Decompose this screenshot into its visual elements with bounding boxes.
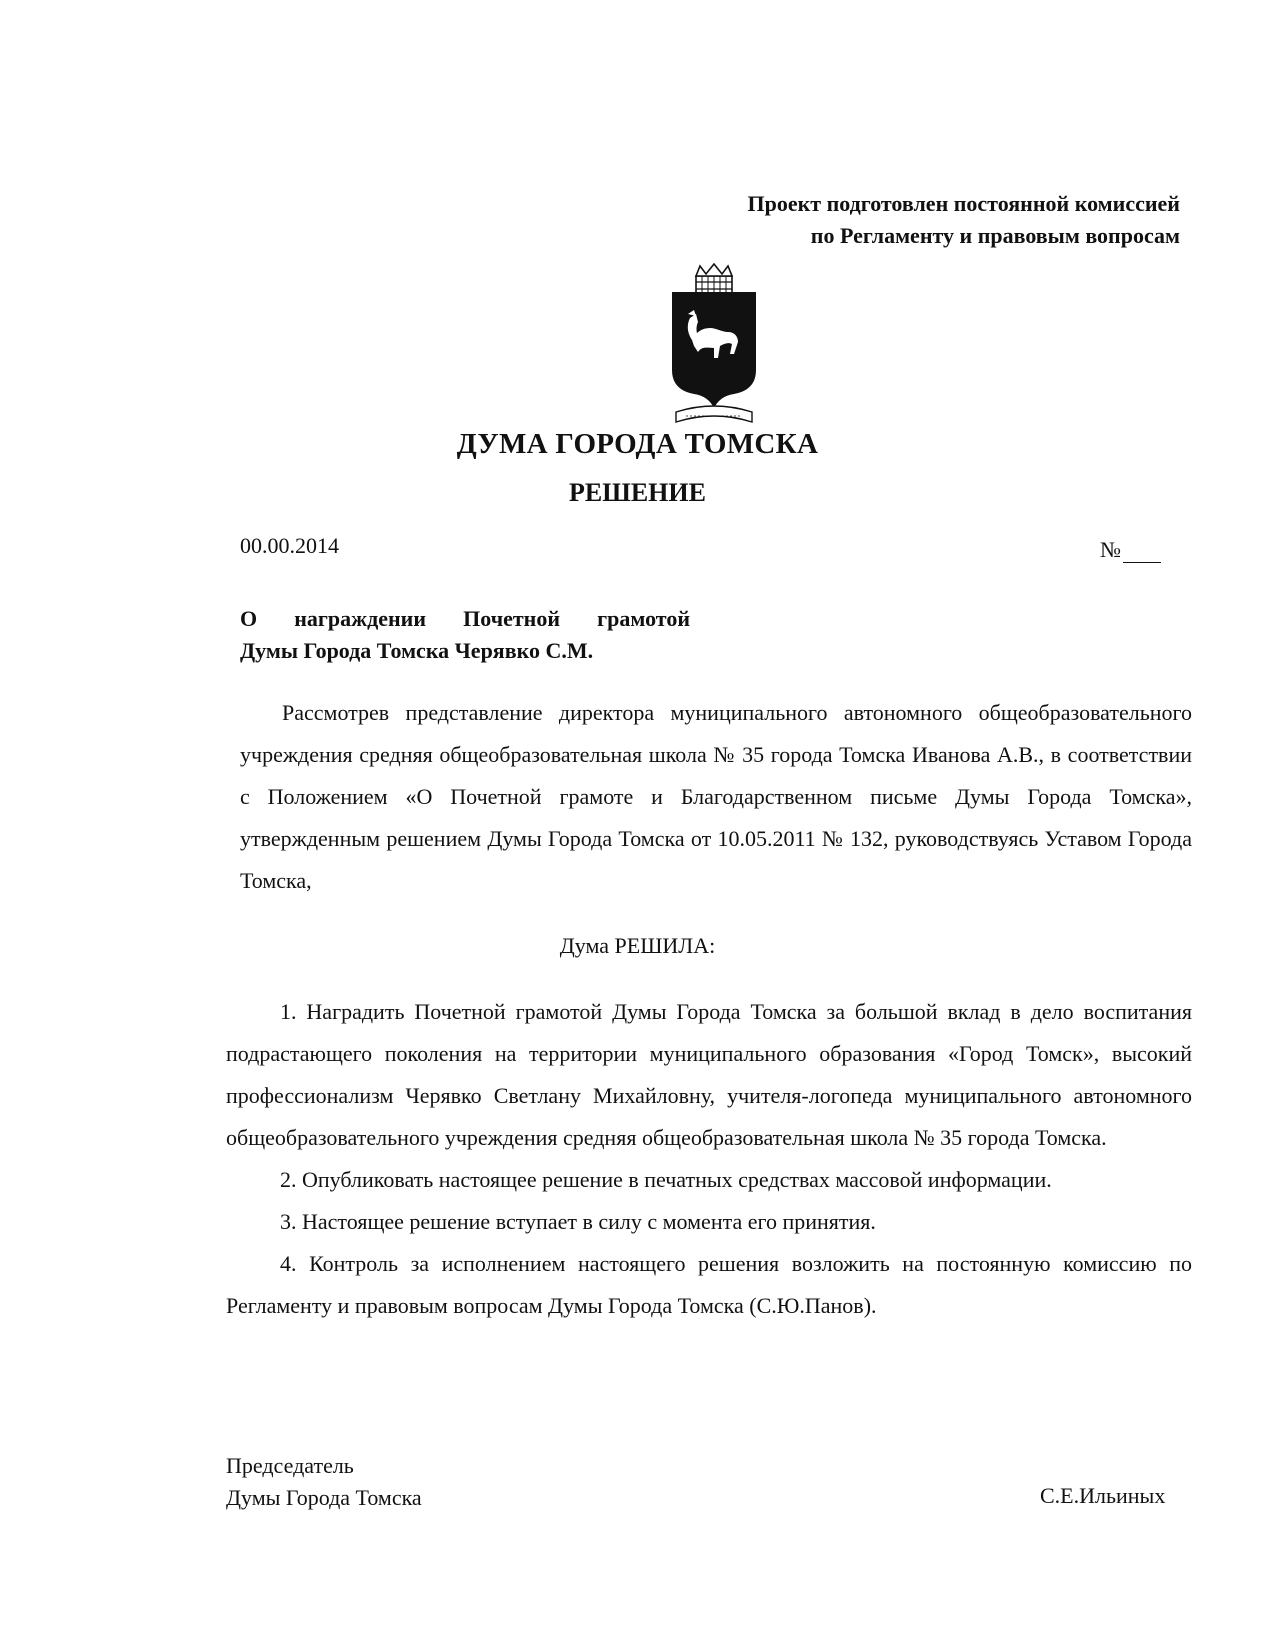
number-blank <box>1123 544 1161 563</box>
document-subject <box>240 603 690 667</box>
document-type: РЕШЕНИЕ <box>569 478 706 507</box>
decision-items <box>226 991 1192 1327</box>
decision-item: 1. Наградить Почетной грамотой Думы Города Томска за большой вклад в дело воспитания подрастающего поколения на территории муниципального образования «Город Томск», высокий профессионализм Черявко Светлану Михайловну, учителя-логопеда муниципального автономного общеобразовательного учреждения средняя общеобразовательная школа № 35 города Томска. <box>226 999 1192 1150</box>
prepared-by-note <box>747 188 1180 252</box>
coat-of-arms-icon <box>672 262 797 442</box>
decision-item: 4. Контроль за исполнением настоящего решения возложить на постоянную комиссию по Регламенту и правовым вопросам Думы Города Томска (С.Ю.Панов). <box>226 1251 1192 1318</box>
verdict-heading: Дума РЕШИЛА: <box>559 933 716 958</box>
subject-line-1: О награждении Почетной грамотой <box>240 606 690 631</box>
prepared-by-line-2: по Регламенту и правовым вопросам <box>810 223 1180 248</box>
signatory-position-line-1: Председатель <box>226 1453 354 1478</box>
decision-item: 2. Опубликовать настоящее решение в печатных средствах массовой информации. <box>280 1167 1052 1192</box>
preamble <box>240 692 1192 902</box>
signatory-name: С.Е.Ильиных <box>1040 1483 1166 1508</box>
signatory-position-line-2: Думы Города Томска <box>226 1485 422 1510</box>
subject-line-2: Думы Города Томска Черявко С.М. <box>240 638 594 663</box>
prepared-by-line-1: Проект подготовлен постоянной комиссией <box>747 191 1180 216</box>
decision-item: 3. Настоящее решение вступает в силу с момента его принятия. <box>280 1209 876 1234</box>
signatory-position <box>226 1450 422 1514</box>
ribbon-icon <box>676 406 752 422</box>
organization-title: ДУМА ГОРОДА ТОМСКА <box>456 428 819 460</box>
preamble-text: Рассмотрев представление директора муниципального автономного общеобразовательного учреждения средняя общеобразовательная школа № 35 города Томска Иванова А.В., в соответствии с Положением «О Почетной грамоте и Благодарственном письме Думы Города Томска», утвержденным решением Думы Города Томска от 10.05.2011 № 132, руководствуясь Уставом Города Томска, <box>240 700 1192 893</box>
document-number <box>1100 537 1161 563</box>
number-label: № <box>1100 537 1121 562</box>
document-date: 00.00.2014 <box>240 533 339 558</box>
